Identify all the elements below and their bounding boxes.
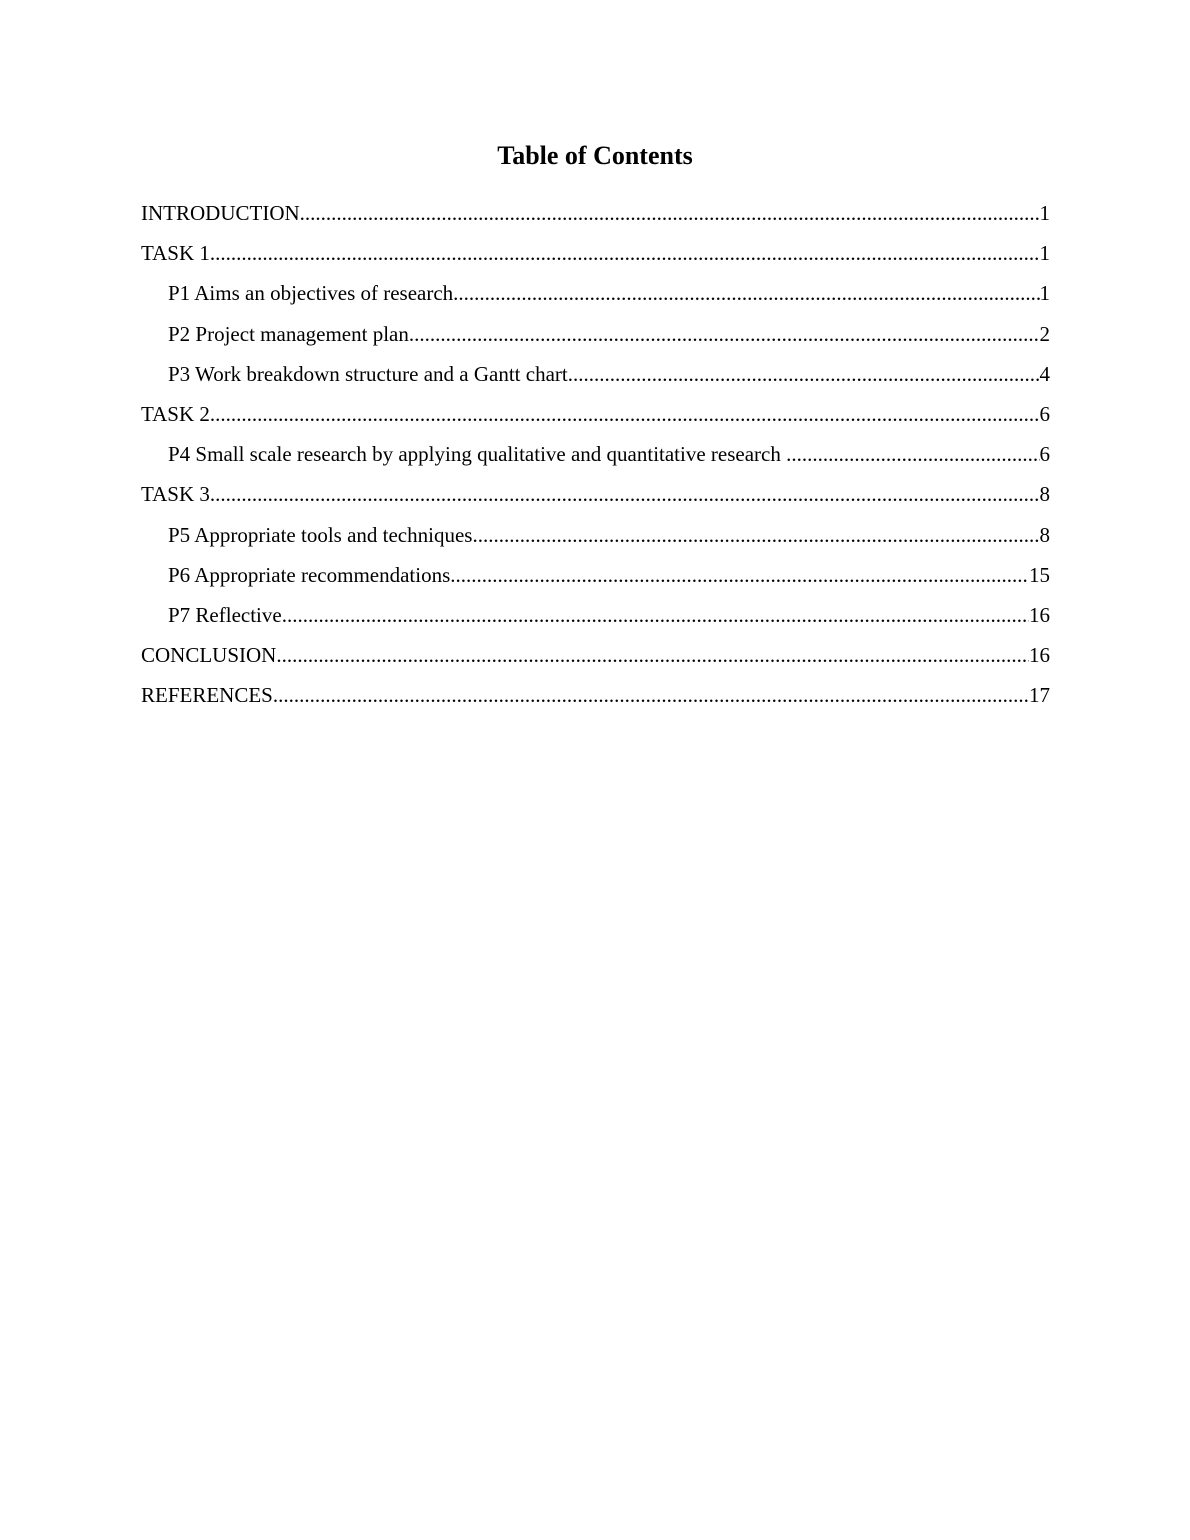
toc-page-number: 8 [1039, 522, 1050, 547]
toc-entry-text: P1 Aims an objectives of research [168, 281, 454, 306]
toc-title: Table of Contents [497, 141, 693, 170]
toc-entry-text: P5 Appropriate tools and techniques [168, 522, 473, 547]
toc-page-number: 15 [1029, 562, 1050, 587]
toc-entry-task-2[interactable] [141, 397, 1050, 437]
toc-entry-introduction[interactable] [141, 196, 1050, 236]
toc-entry-task-3[interactable] [141, 477, 1050, 517]
toc-entry-text: REFERENCES [141, 683, 273, 708]
toc-dot-leader [450, 558, 1029, 592]
toc-entry-p7[interactable] [141, 598, 1050, 638]
toc-dot-leader [210, 477, 1040, 511]
toc-entry-text: P7 Reflective [168, 602, 282, 627]
toc-dot-leader [273, 678, 1029, 712]
toc-dot-leader [472, 518, 1039, 552]
toc-entry-p3[interactable] [141, 357, 1050, 397]
toc-page-number: 16 [1029, 602, 1050, 627]
toc-page-number: 8 [1039, 482, 1050, 507]
toc-page-number: 1 [1039, 201, 1050, 225]
toc-entry-p1[interactable] [141, 276, 1050, 316]
toc-entry-references[interactable] [141, 678, 1050, 718]
toc-entry-text: INTRODUCTION [141, 201, 300, 225]
toc-dot-leader [210, 236, 1040, 270]
toc-page-number: 6 [1039, 401, 1050, 426]
toc-dot-leader [568, 357, 1040, 391]
toc-entry-text: P2 Project management plan [168, 321, 409, 346]
toc-dot-leader [276, 638, 1029, 672]
toc-dot-leader [453, 276, 1039, 310]
toc-page-number: 16 [1029, 643, 1050, 668]
toc-dot-leader [210, 397, 1040, 431]
toc-page-number: 1 [1039, 281, 1050, 306]
toc-entry-conclusion[interactable] [141, 638, 1050, 678]
toc-entry-text: TASK 3 [141, 482, 210, 507]
toc-dot-leader [282, 598, 1029, 632]
toc-entry-text: TASK 1 [141, 241, 210, 266]
toc-dot-leader [409, 317, 1040, 351]
toc-entry-p2[interactable] [141, 317, 1050, 357]
toc-page-number: 1 [1039, 241, 1050, 266]
toc-entry-text: CONCLUSION [141, 643, 277, 668]
toc-dot-leader [786, 437, 1039, 471]
toc-entry-p5[interactable] [141, 518, 1050, 558]
toc-entry-p6[interactable] [141, 558, 1050, 598]
toc-page-number: 6 [1039, 442, 1050, 467]
toc-entry-text: P3 Work breakdown structure and a Gantt chart [168, 361, 568, 386]
toc-entry-text: P4 Small scale research by applying qualitative and quantitative research [168, 442, 787, 467]
toc-list [141, 196, 1050, 718]
toc-page-number: 17 [1029, 683, 1050, 708]
toc-dot-leader [300, 196, 1040, 230]
toc-entry-text: TASK 2 [141, 401, 210, 426]
toc-entry-p4[interactable] [141, 437, 1050, 477]
toc-entry-text: P6 Appropriate recommendations [168, 562, 451, 587]
toc-page-number: 2 [1039, 321, 1050, 346]
toc-entry-task-1[interactable] [141, 236, 1050, 276]
toc-page-number: 4 [1039, 361, 1050, 386]
